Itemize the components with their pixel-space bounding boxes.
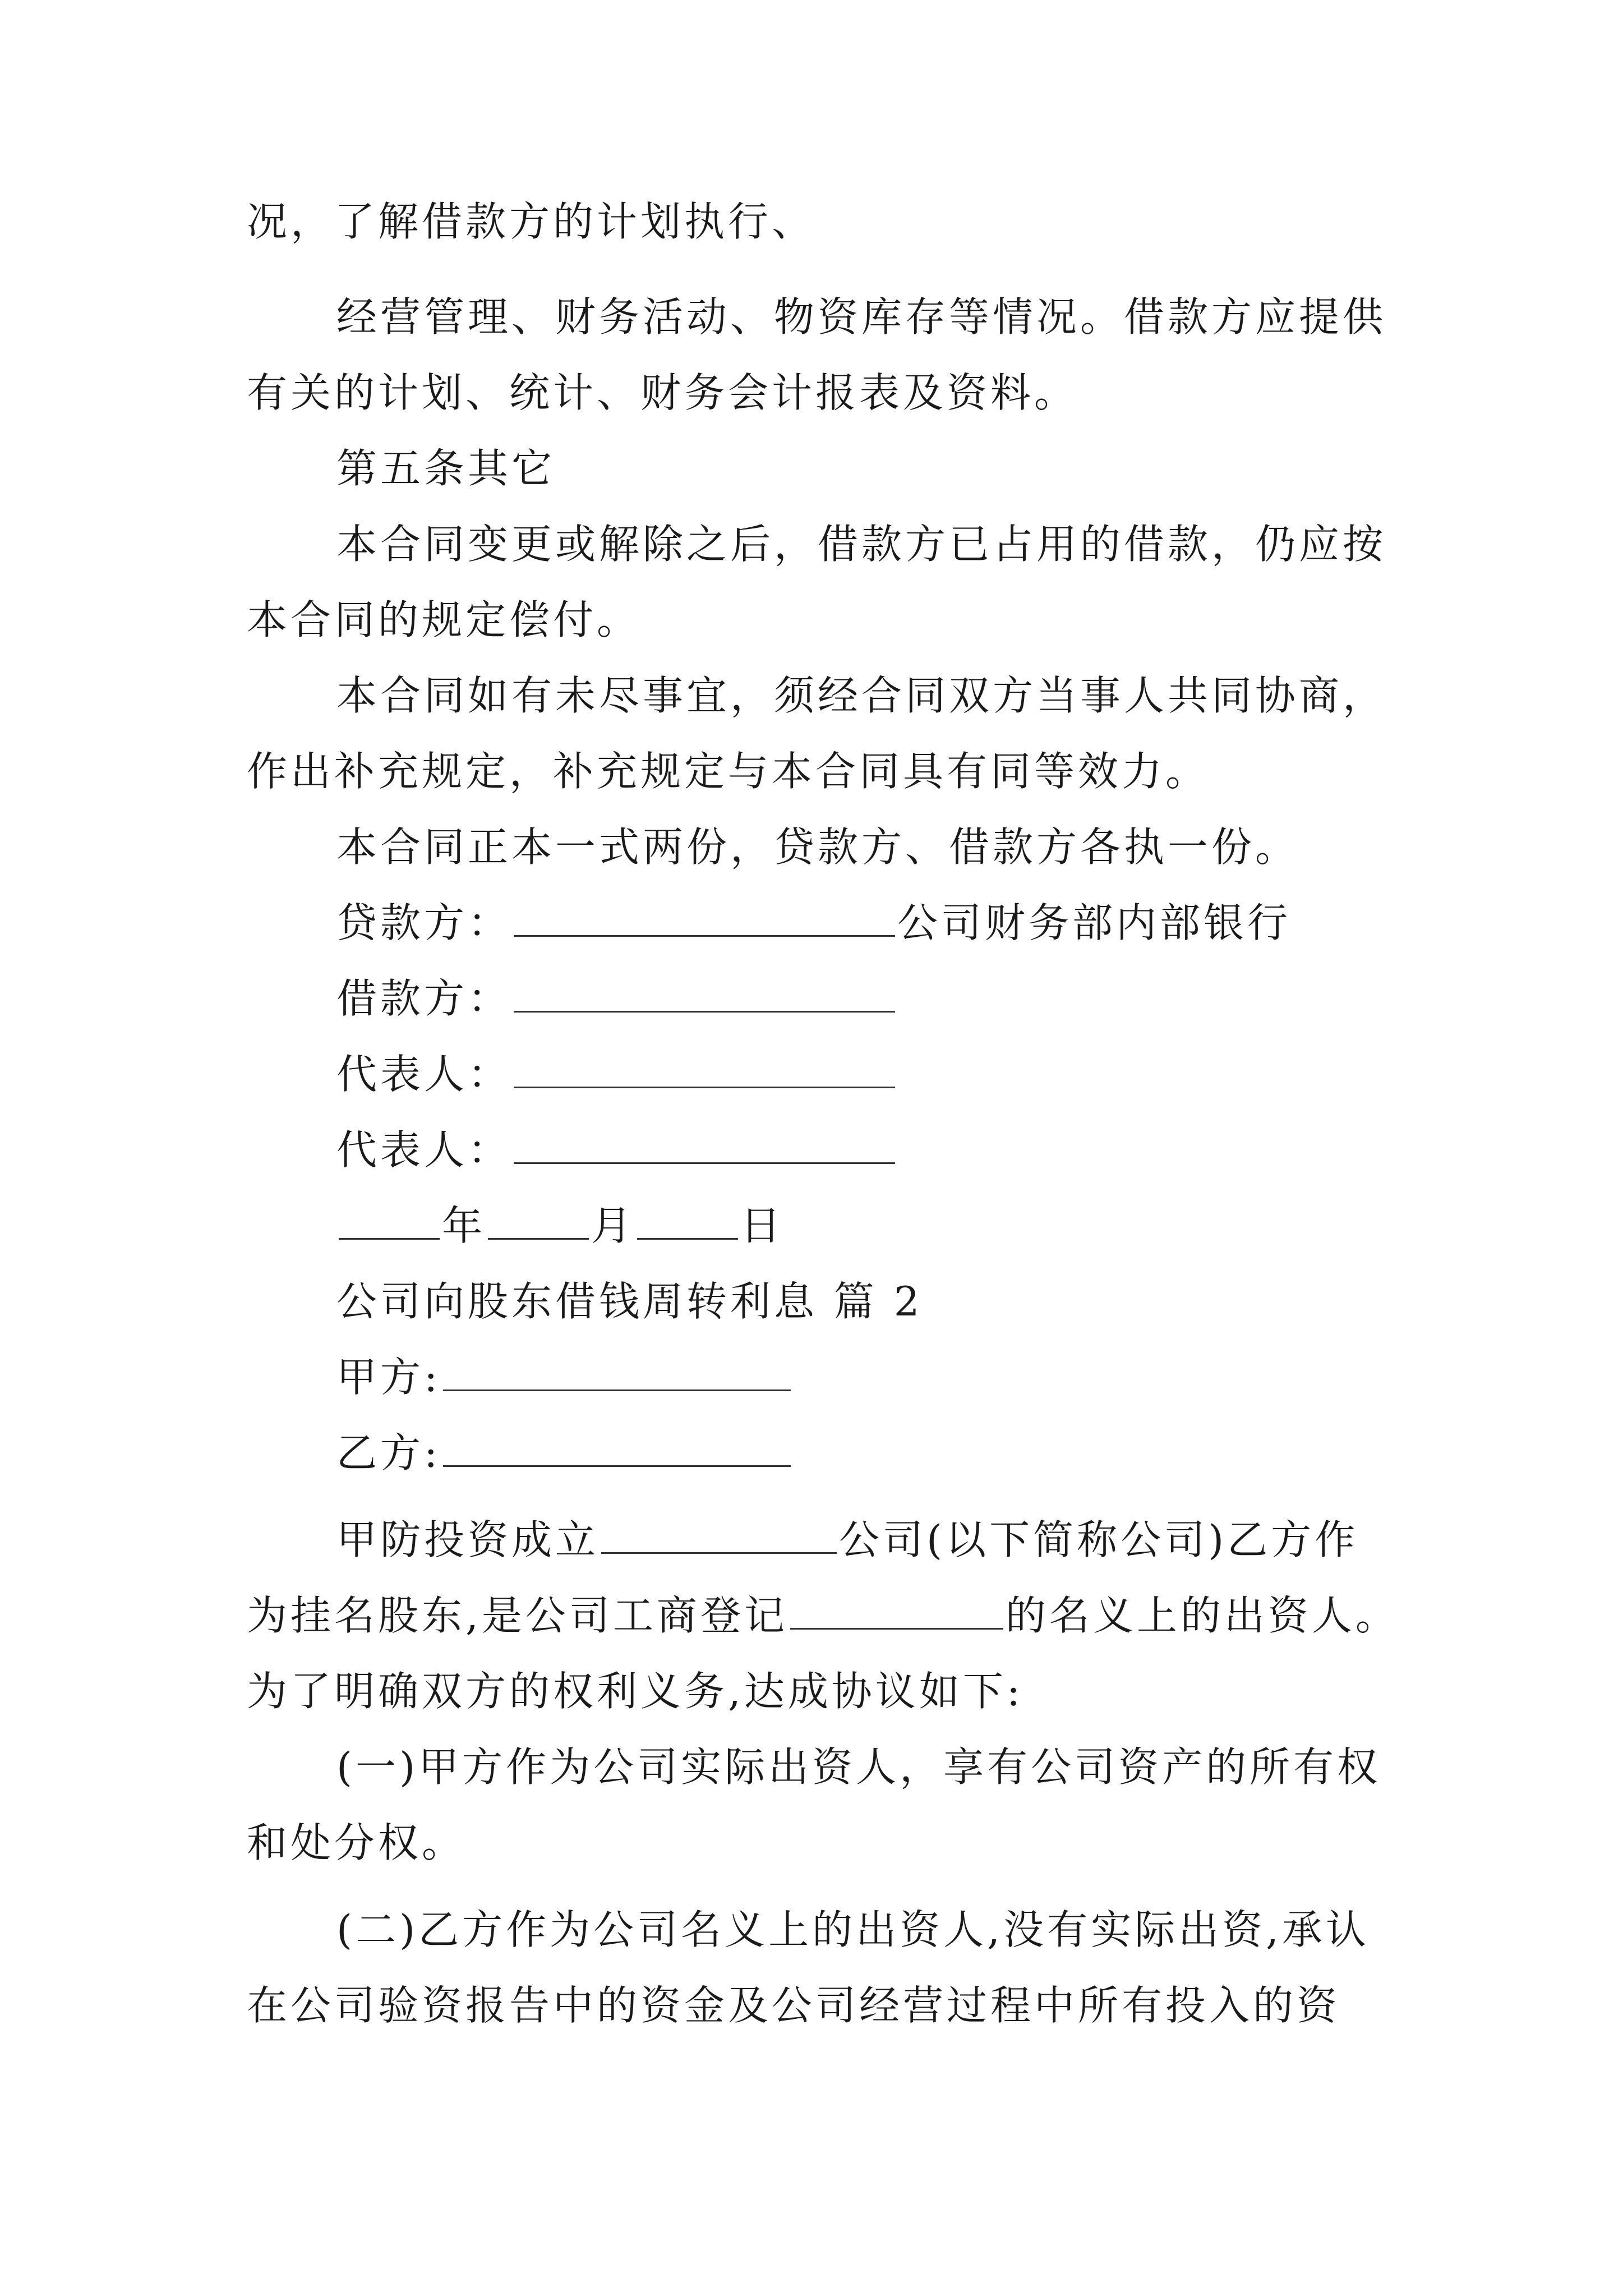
section-title: 公司向股东借钱周转利息 篇 2	[336, 1278, 923, 1325]
representative-line	[336, 1046, 897, 1102]
party-b-label: 乙方:	[336, 1429, 441, 1476]
text-segment: 为挂名股东,是公司工商登记	[247, 1592, 788, 1639]
party-a-label: 甲方:	[336, 1354, 441, 1401]
text-line: 况，了解借款方的计划执行、	[247, 198, 816, 245]
borrower-signature-line	[336, 970, 897, 1027]
lender-label: 贷款方：	[336, 899, 512, 946]
article-heading: 第五条其它	[336, 445, 556, 492]
lender-suffix: 公司财务部内部银行	[897, 899, 1292, 946]
company-name-blank	[601, 1517, 837, 1554]
month-blank	[488, 1203, 589, 1240]
text-line: 和处分权。	[247, 1819, 466, 1866]
representative-label: 代表人：	[336, 1051, 512, 1098]
registration-blank	[790, 1593, 1003, 1630]
year-blank	[339, 1203, 440, 1240]
party-a-blank	[443, 1355, 791, 1391]
representative-line	[336, 1122, 897, 1178]
text-line: (二)乙方作为公司名义上的出资人,没有实际出资,承认	[336, 1906, 1370, 1953]
representative-label: 代表人：	[336, 1126, 512, 1174]
day-label: 日	[740, 1202, 785, 1249]
text-line: 作出补充规定，补充规定与本合同具有同等效力。	[247, 748, 1210, 795]
text-line: 本合同变更或解除之后，借款方已占用的借款，仍应按	[336, 521, 1387, 568]
lender-signature-line	[336, 895, 1291, 951]
text-segment: 甲防投资成立	[336, 1516, 600, 1563]
text-segment: 的名义上的出资人。	[1005, 1592, 1399, 1639]
text-line	[336, 1512, 1358, 1568]
year-label: 年	[442, 1202, 486, 1249]
month-label: 月	[591, 1202, 635, 1249]
text-line: 为了明确双方的权利义务,达成协议如下:	[247, 1668, 1024, 1715]
text-line: 本合同如有未尽事宜，须经合同双方当事人共同协商，	[336, 672, 1387, 719]
day-blank	[637, 1203, 738, 1240]
borrower-blank	[514, 976, 895, 1013]
party-b-blank	[443, 1430, 791, 1467]
borrower-label: 借款方：	[336, 975, 512, 1022]
date-line	[336, 1198, 784, 1254]
text-line	[247, 1588, 1399, 1644]
representative-blank	[514, 1128, 895, 1164]
text-line: 本合同的规定偿付。	[247, 596, 641, 643]
party-a-line	[336, 1349, 793, 1405]
lender-blank	[514, 900, 895, 937]
text-line: 在公司验资报告中的资金及公司经营过程中所有投入的资	[247, 1982, 1341, 2029]
text-line: (一)甲方作为公司实际出资人，享有公司资产的所有权	[336, 1743, 1381, 1791]
text-line: 经营管理、财务活动、物资库存等情况。借款方应提供	[336, 293, 1387, 341]
text-line: 本合同正本一式两份，贷款方、借款方各执一份。	[336, 823, 1299, 871]
party-b-line	[336, 1425, 793, 1481]
text-segment: 公司(以下简称公司)乙方作	[839, 1516, 1359, 1563]
representative-blank	[514, 1052, 895, 1088]
text-line: 有关的计划、统计、财务会计报表及资料。	[247, 369, 1078, 416]
